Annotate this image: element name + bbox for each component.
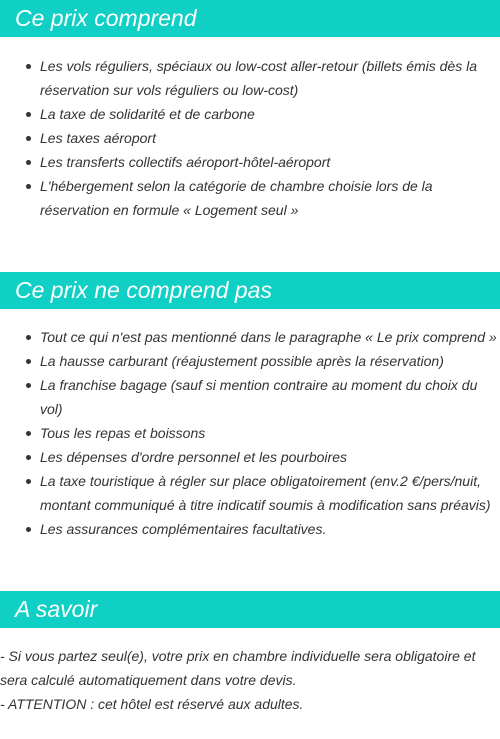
info-title: A savoir xyxy=(15,596,98,622)
list-item: La taxe touristique à régler sur place obligatoirement (env.2 €/pers/nuit, montant communiqué à titre indicatif soumis à modification sans préavis) xyxy=(40,469,500,517)
included-title: Ce prix comprend xyxy=(15,5,197,31)
excluded-list xyxy=(0,325,500,541)
info-line: - ATTENTION : cet hôtel est réservé aux adultes. xyxy=(0,696,304,712)
list-item: La hausse carburant (réajustement possible après la réservation) xyxy=(40,349,500,373)
list-item: Les transferts collectifs aéroport-hôtel-aéroport xyxy=(40,150,500,174)
list-item: Tous les repas et boissons xyxy=(40,421,500,445)
list-item: Tout ce qui n'est pas mentionné dans le paragraphe « Le prix comprend » xyxy=(40,325,500,349)
list-item: Les vols réguliers, spéciaux ou low-cost aller-retour (billets émis dès la réservation sur vols réguliers ou low-cost) xyxy=(40,54,500,102)
info-notes xyxy=(0,644,500,716)
included-banner xyxy=(0,0,500,37)
list-item: La franchise bagage (sauf si mention contraire au moment du choix du vol) xyxy=(40,373,500,421)
info-banner xyxy=(0,591,500,628)
list-item: Les dépenses d'ordre personnel et les pourboires xyxy=(40,445,500,469)
excluded-title: Ce prix ne comprend pas xyxy=(15,277,272,303)
list-item: Les assurances complémentaires facultatives. xyxy=(40,517,500,541)
list-item: Les taxes aéroport xyxy=(40,126,500,150)
list-item: L'hébergement selon la catégorie de chambre choisie lors de la réservation en formule « Logement seul » xyxy=(40,174,500,222)
info-line: - Si vous partez seul(e), votre prix en chambre individuelle sera obligatoire et sera calculé automatiquement dans votre devis. xyxy=(0,648,476,688)
included-list xyxy=(0,54,500,222)
list-item: La taxe de solidarité et de carbone xyxy=(40,102,500,126)
excluded-banner xyxy=(0,272,500,309)
